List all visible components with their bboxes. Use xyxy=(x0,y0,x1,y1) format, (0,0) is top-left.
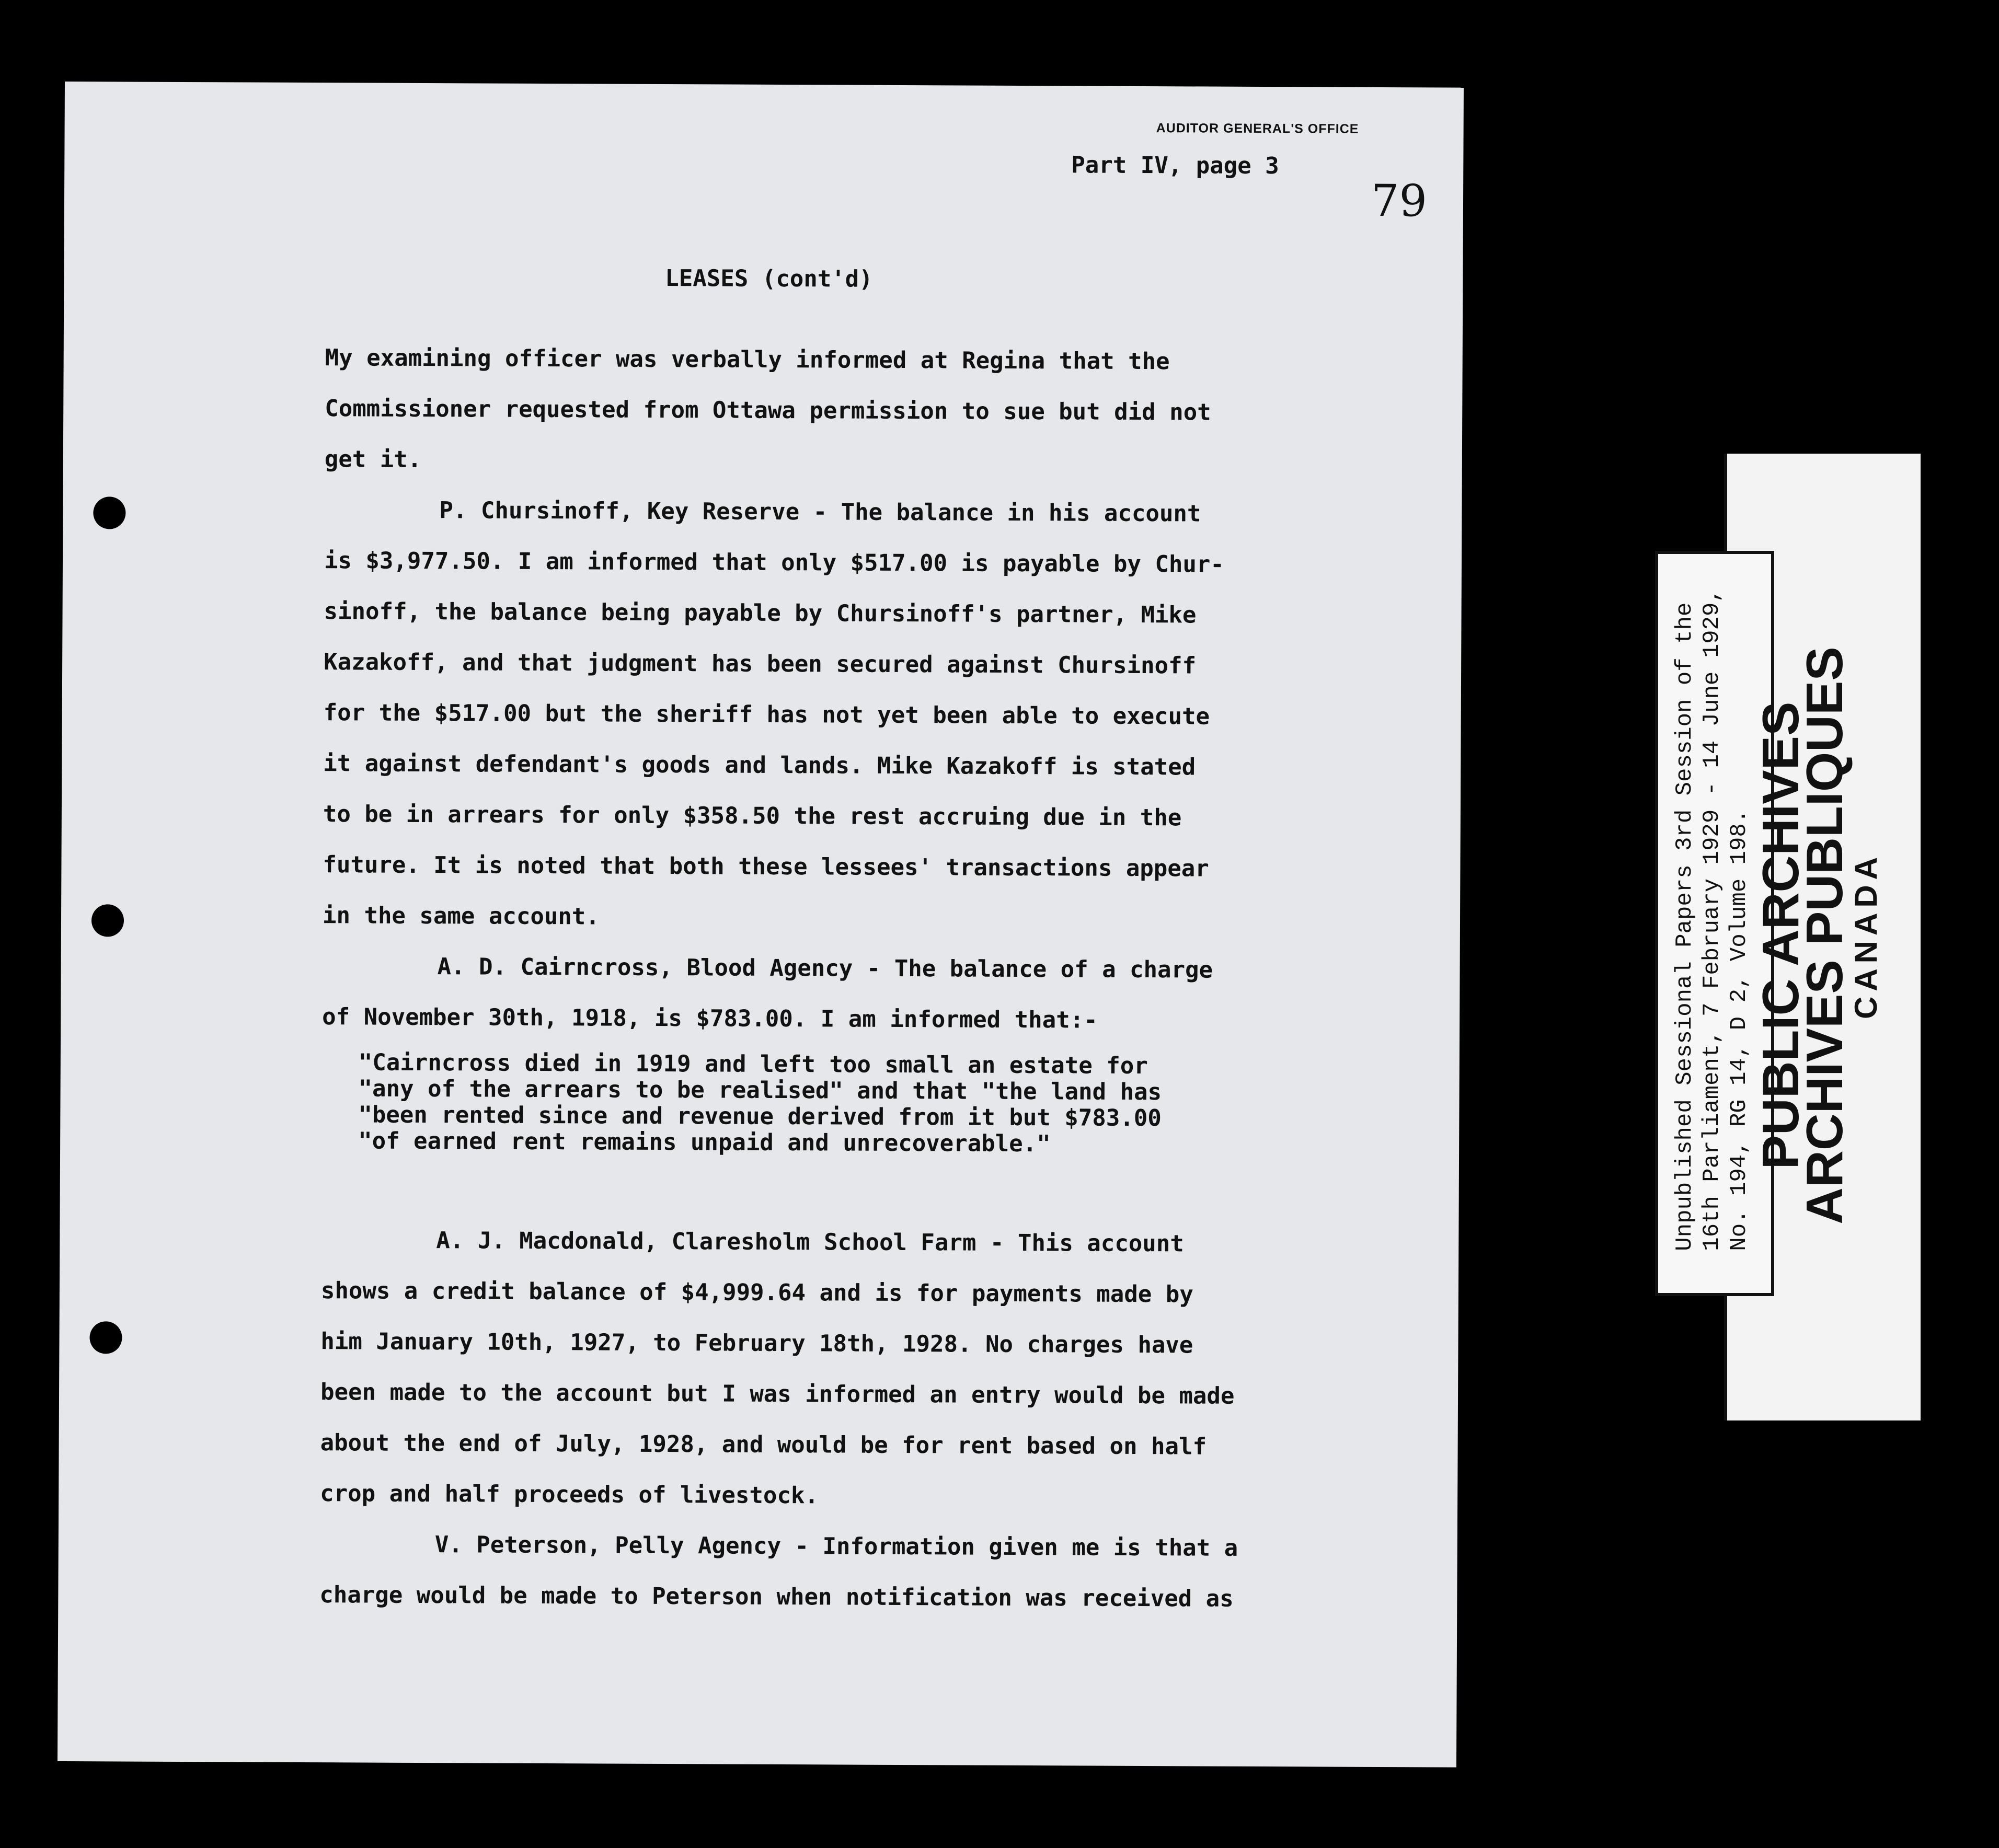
text-line: crop and half proceeds of livestock. xyxy=(320,1480,819,1509)
punch-hole xyxy=(93,496,125,529)
quote-line: "been rented since and revenue derived from it but $783.00 xyxy=(358,1101,1162,1132)
office-header: AUDITOR GENERAL'S OFFICE xyxy=(1156,121,1359,136)
text-line: get it. xyxy=(324,446,422,473)
text-line: been made to the account but I was informed an entry would be made xyxy=(320,1379,1235,1410)
text-line: A. J. Macdonald, Claresholm School Farm - This account xyxy=(436,1227,1184,1257)
text-line: Commissioner requested from Ottawa permission to sue but did not xyxy=(325,395,1211,426)
quote-line: "any of the arrears to be realised" and that "the land has xyxy=(358,1075,1162,1106)
text-line: shows a credit balance of $4,999.64 and is for payments made by xyxy=(320,1277,1193,1308)
reference-line: Unpublished Sessional Papers 3rd Session of the xyxy=(1672,602,1698,1251)
text-line: future. It is noted that both these lessees' transactions appear xyxy=(323,851,1209,882)
text-line: P. Chursinoff, Key Reserve - The balance in his account xyxy=(439,497,1201,527)
punch-hole xyxy=(89,1321,122,1354)
text-line: V. Peterson, Pelly Agency - Information given me is that a xyxy=(434,1531,1238,1562)
text-line: about the end of July, 1928, and would be for rent based on half xyxy=(320,1429,1207,1460)
text-line: of November 30th, 1918, is $783.00. I am informed that:- xyxy=(322,1003,1098,1034)
document-page xyxy=(58,82,1464,1768)
page-reference: Part IV, page 3 xyxy=(1071,152,1279,180)
block-quote xyxy=(321,1049,1378,1159)
text-line: it against defendant's goods and lands. Mike Kazakoff is stated xyxy=(323,750,1196,781)
archive-name-fr: ARCHIVES PUBLIQUES xyxy=(1796,646,1853,1225)
text-line: him January 10th, 1927, to February 18th, 1928. No charges have xyxy=(320,1328,1193,1359)
text-line: My examining officer was verbally informed at Regina that the xyxy=(325,344,1170,375)
text-line: in the same account. xyxy=(322,902,600,930)
text-line: to be in arrears for only $358.50 the rest accruing due in the xyxy=(323,801,1182,831)
quote-line: "of earned rent remains unpaid and unrecoverable." xyxy=(358,1127,1051,1158)
reference-line: No. 194, RG 14, D 2, Volume 198. xyxy=(1726,809,1752,1251)
folio-number: 79 xyxy=(1371,175,1428,227)
text-line: charge would be made to Peterson when notification was received as xyxy=(319,1581,1234,1612)
archive-name-en: PUBLIC ARCHIVES xyxy=(1752,701,1809,1170)
text-line: sinoff, the balance being payable by Chursinoff's partner, Mike xyxy=(324,598,1197,629)
archive-country: CANADA xyxy=(1848,852,1883,1019)
quote-line: "Cairncross died in 1919 and left too small an estate for xyxy=(358,1049,1148,1080)
text-line: A. D. Cairncross, Blood Agency - The balance of a charge xyxy=(437,953,1213,984)
text-line: for the $517.00 but the sheriff has not yet been able to execute xyxy=(323,699,1210,730)
reference-line: 16th Parliament, 7 February 1929 - 14 June 1929, xyxy=(1699,588,1725,1251)
text-line: is $3,977.50. I am informed that only $517.00 is payable by Chur- xyxy=(324,547,1224,578)
section-heading: LEASES (cont'd) xyxy=(665,265,873,293)
text-line: Kazakoff, and that judgment has been secured against Chursinoff xyxy=(324,649,1197,679)
document-body xyxy=(319,332,1381,1625)
punch-hole xyxy=(91,904,124,937)
